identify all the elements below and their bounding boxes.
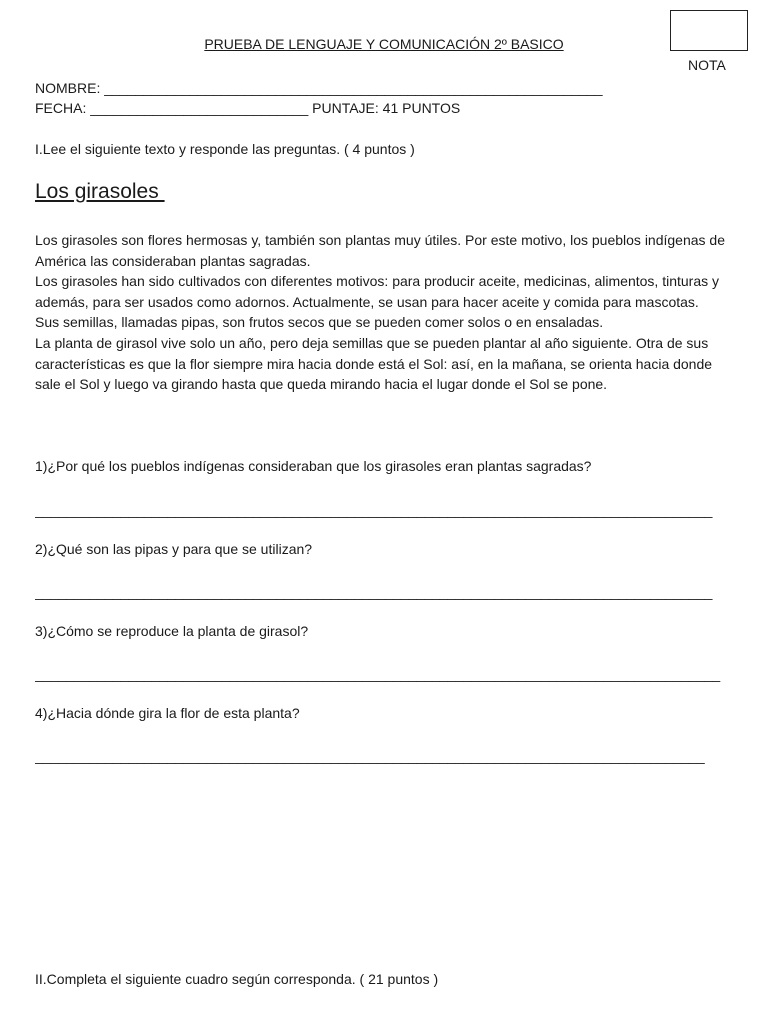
grade-box: [670, 10, 748, 51]
answer-line-3[interactable]: ________________________________________________________________________________________: [35, 666, 721, 682]
story-title: Los girasoles: [35, 180, 165, 203]
paragraph: Los girasoles han sido cultivados con diferentes motivos: para producir aceite, medicinas, alimentos, tinturas y además, para ser usados como adornos. Actualmente, se usan para hacer aceite y comida para mascotas.: [35, 273, 720, 310]
date-score-field: FECHA: ____________________________ PUNTAJE: 41 PUNTOS: [35, 100, 461, 116]
name-field: NOMBRE: ________________________________________________________________: [35, 80, 603, 96]
paragraph: Los girasoles son flores hermosas y, también son plantas muy útiles. Por este motivo, los pueblos indígenas de América las consideraban plantas sagradas.: [35, 232, 725, 269]
question-2: 2)¿Qué son las pipas y para que se utilizan?: [35, 541, 313, 557]
question-4: 4)¿Hacia dónde gira la flor de esta planta?: [35, 705, 300, 721]
section1-instruction: I.Lee el siguiente texto y responde las preguntas. ( 4 puntos ): [35, 141, 415, 157]
question-3: 3)¿Cómo se reproduce la planta de girasol?: [35, 623, 309, 639]
paragraph: La planta de girasol vive solo un año, pero deja semillas que se pueden plantar al año siguiente. Otra de sus características es que la flor siempre mira hacia donde está el Sol: así, en la mañana, se orienta hacia donde sale el Sol y luego va girando hasta que queda mirando hacia el lugar donde el Sol se pone.: [35, 334, 713, 393]
answer-line-1[interactable]: _______________________________________________________________________________________: [35, 502, 713, 518]
question-1: 1)¿Por qué los pueblos indígenas consideraban que los girasoles eran plantas sagradas?: [35, 458, 592, 474]
answer-line-2[interactable]: _______________________________________________________________________________________: [35, 584, 713, 600]
page-title: PRUEBA DE LENGUAJE Y COMUNICACIÓN 2º BASICO: [204, 36, 564, 52]
section2-instruction: II.Completa el siguiente cuadro según corresponda. ( 21 puntos ): [35, 971, 439, 987]
grade-label: NOTA: [688, 57, 726, 73]
reading-text: [35, 230, 735, 395]
paragraph: Sus semillas, llamadas pipas, son frutos secos que se pueden comer solos o en ensaladas.: [35, 314, 604, 331]
answer-line-4[interactable]: ______________________________________________________________________________________: [35, 748, 705, 764]
